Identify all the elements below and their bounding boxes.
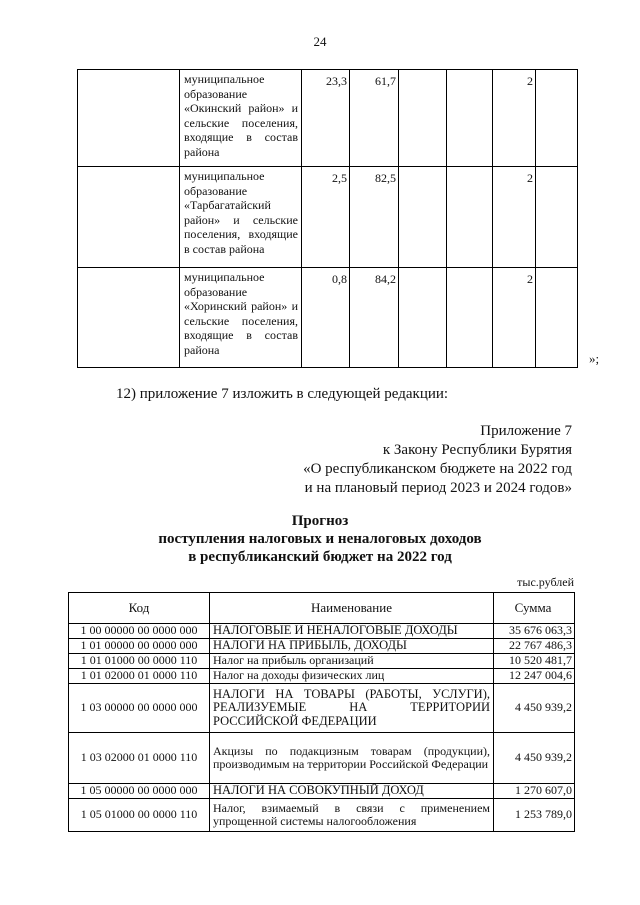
value-cell: 2 bbox=[493, 167, 536, 268]
amount-cell: 10 520 481,7 bbox=[494, 654, 575, 669]
table-cell-empty bbox=[78, 70, 180, 167]
value-cell: 2 bbox=[493, 70, 536, 167]
table-row bbox=[69, 684, 575, 733]
amount-cell: 4 450 939,2 bbox=[494, 733, 575, 784]
code-cell: 1 01 01000 00 0000 110 bbox=[69, 654, 210, 669]
name-cell: НАЛОГИ НА ТОВАРЫ (РАБОТЫ, УСЛУГИ), РЕАЛИЗУЕМЫЕ НА ТЕРРИТОРИИ РОССИЙСКОЙ ФЕДЕРАЦИИ bbox=[210, 684, 494, 733]
appendix-line: к Закону Республики Бурятия bbox=[382, 442, 572, 458]
code-cell: 1 05 01000 00 0000 110 bbox=[69, 799, 210, 832]
table-row bbox=[69, 799, 575, 832]
table-row bbox=[69, 624, 575, 639]
value-cell: 82,5 bbox=[350, 167, 399, 268]
municipality-name-cell: муниципальное образование «Хоринский район» и сельские поселения, входящие в состав района bbox=[180, 268, 302, 368]
revenue-table bbox=[68, 592, 575, 832]
code-cell: 1 03 02000 01 0000 110 bbox=[69, 733, 210, 784]
municipality-name-cell: муниципальное образование «Тарбагатайский район» и сельские поселения, входящие в состав района bbox=[180, 167, 302, 268]
appendix-line: «О республиканском бюджете на 2022 год bbox=[303, 461, 572, 477]
value-cell: 61,7 bbox=[350, 70, 399, 167]
table-header-row bbox=[69, 593, 575, 624]
table-row bbox=[69, 784, 575, 799]
table-row bbox=[69, 733, 575, 784]
table-cell-empty bbox=[536, 167, 578, 268]
table-cell-empty bbox=[78, 268, 180, 368]
table-cell-empty bbox=[399, 70, 447, 167]
table-row bbox=[69, 654, 575, 669]
name-cell: Налог на доходы физических лиц bbox=[210, 669, 494, 684]
name-cell: НАЛОГИ НА ПРИБЫЛЬ, ДОХОДЫ bbox=[210, 639, 494, 654]
title-line: в республиканский бюджет на 2022 год bbox=[188, 549, 452, 565]
code-cell: 1 05 00000 00 0000 000 bbox=[69, 784, 210, 799]
code-cell: 1 01 02000 01 0000 110 bbox=[69, 669, 210, 684]
units-label: тыс.рублей bbox=[517, 575, 574, 589]
amount-cell: 4 450 939,2 bbox=[494, 684, 575, 733]
column-header-name: Наименование bbox=[210, 593, 494, 624]
table-cell-empty bbox=[399, 268, 447, 368]
table-cell-empty bbox=[447, 70, 493, 167]
closing-quote: »; bbox=[589, 351, 600, 366]
name-cell: Налог на прибыль организаций bbox=[210, 654, 494, 669]
table-cell-empty bbox=[536, 70, 578, 167]
code-cell: 1 00 00000 00 0000 000 bbox=[69, 624, 210, 639]
table-row bbox=[78, 268, 578, 368]
table-cell-empty bbox=[536, 268, 578, 368]
value-cell: 84,2 bbox=[350, 268, 399, 368]
amount-cell: 35 676 063,3 bbox=[494, 624, 575, 639]
continuation-table bbox=[77, 69, 578, 368]
code-cell: 1 01 00000 00 0000 000 bbox=[69, 639, 210, 654]
page-number: 24 bbox=[313, 34, 327, 49]
table-cell-empty bbox=[447, 167, 493, 268]
title-line: поступления налоговых и неналоговых доходов bbox=[158, 531, 482, 547]
name-cell: НАЛОГОВЫЕ И НЕНАЛОГОВЫЕ ДОХОДЫ bbox=[210, 624, 494, 639]
appendix-line: Приложение 7 bbox=[480, 423, 572, 439]
table-cell-empty bbox=[78, 167, 180, 268]
value-cell: 0,8 bbox=[302, 268, 350, 368]
table-row bbox=[78, 70, 578, 167]
name-cell: НАЛОГИ НА СОВОКУПНЫЙ ДОХОД bbox=[210, 784, 494, 799]
table-row bbox=[78, 167, 578, 268]
name-cell: Налог, взимаемый в связи с применением упрощенной системы налогообложения bbox=[210, 799, 494, 832]
amount-cell: 1 253 789,0 bbox=[494, 799, 575, 832]
value-cell: 2 bbox=[493, 268, 536, 368]
title-line: Прогноз bbox=[291, 513, 349, 529]
name-cell: Акцизы по подакцизным товарам (продукции), производимым на территории Российской Федерации bbox=[210, 733, 494, 784]
table-cell-empty bbox=[399, 167, 447, 268]
column-header-code: Код bbox=[69, 593, 210, 624]
table-row bbox=[69, 639, 575, 654]
column-header-amount: Сумма bbox=[494, 593, 575, 624]
table-row bbox=[69, 669, 575, 684]
value-cell: 2,5 bbox=[302, 167, 350, 268]
amount-cell: 22 767 486,3 bbox=[494, 639, 575, 654]
value-cell: 23,3 bbox=[302, 70, 350, 167]
table-cell-empty bbox=[447, 268, 493, 368]
amendment-paragraph: 12) приложение 7 изложить в следующей редакции: bbox=[116, 386, 449, 402]
appendix-line: и на плановый период 2023 и 2024 годов» bbox=[304, 480, 572, 496]
municipality-name-cell: муниципальное образование «Окинский район» и сельские поселения, входящие в состав района bbox=[180, 70, 302, 167]
document-title bbox=[0, 512, 640, 566]
amount-cell: 1 270 607,0 bbox=[494, 784, 575, 799]
appendix-header bbox=[303, 422, 572, 498]
code-cell: 1 03 00000 00 0000 000 bbox=[69, 684, 210, 733]
amount-cell: 12 247 004,6 bbox=[494, 669, 575, 684]
